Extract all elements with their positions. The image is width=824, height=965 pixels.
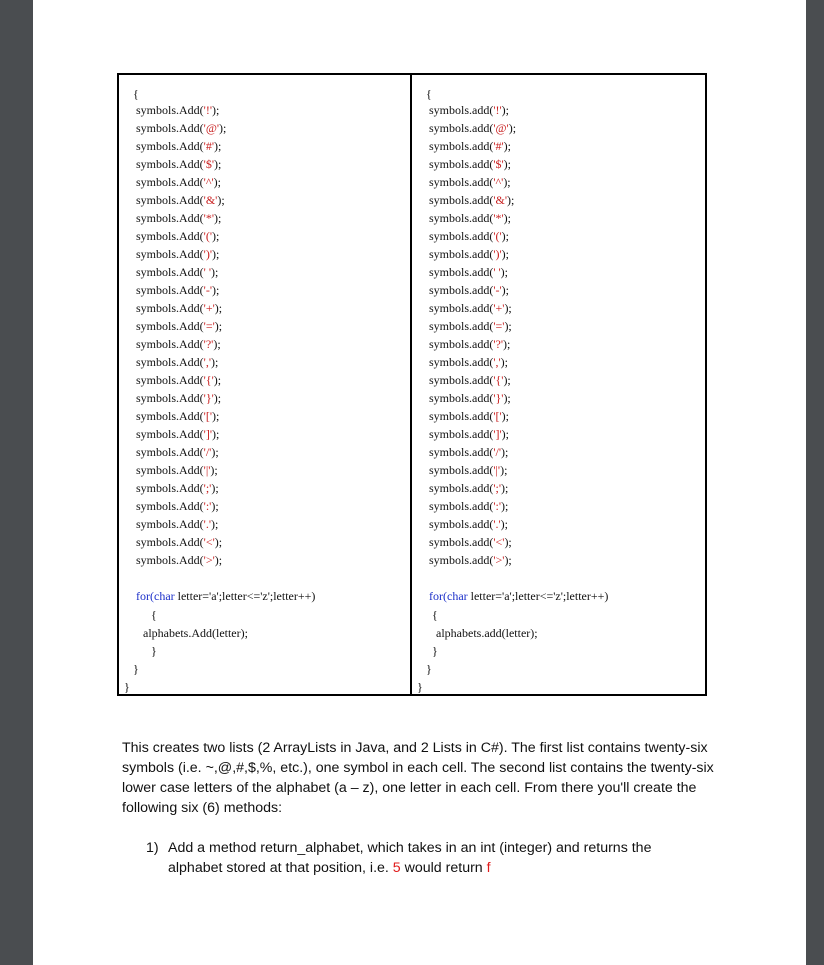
- symbol-line: symbols.Add(']');: [136, 427, 220, 441]
- symbol-line: symbols.add('*');: [429, 211, 512, 225]
- symbol-line: symbols.add('}');: [429, 391, 511, 405]
- for-loop-line: [136, 589, 315, 603]
- symbol-line: symbols.Add('{');: [136, 373, 222, 387]
- for-condition: letter='a';letter<='z';letter++): [467, 589, 609, 603]
- list-number: 1): [146, 840, 159, 856]
- symbol-line: symbols.Add('&');: [136, 193, 225, 207]
- loop-open-brace: {: [151, 608, 157, 622]
- symbol-line: symbols.add('?');: [429, 337, 511, 351]
- list-text-middle: would return: [400, 860, 487, 876]
- outer-close-brace: }: [417, 680, 423, 694]
- loop-open-brace: {: [432, 608, 438, 622]
- symbol-line: symbols.add(':');: [429, 499, 509, 513]
- symbol-line: symbols.add('#');: [429, 139, 512, 153]
- java-code-column: [412, 75, 705, 694]
- symbol-line: symbols.Add('?');: [136, 337, 221, 351]
- open-brace: {: [426, 87, 432, 101]
- loop-body: alphabets.Add(letter);: [143, 626, 248, 640]
- symbol-line: symbols.Add('[');: [136, 409, 220, 423]
- symbol-line: symbols.add('-');: [429, 283, 510, 297]
- for-loop-line: [429, 589, 608, 603]
- symbol-line: symbols.Add(';');: [136, 481, 219, 495]
- symbol-lines: [136, 101, 226, 569]
- symbol-lines: [429, 101, 516, 569]
- loop-body: alphabets.add(letter);: [436, 626, 538, 640]
- symbol-line: symbols.Add('!');: [136, 103, 220, 117]
- symbol-line: symbols.add('>');: [429, 553, 512, 567]
- symbol-line: symbols.add(']');: [429, 427, 510, 441]
- list-text: [168, 838, 708, 878]
- loop-close-brace: }: [432, 644, 438, 658]
- symbol-line: symbols.add('(');: [429, 229, 510, 243]
- symbol-line: symbols.Add('+');: [136, 301, 223, 315]
- open-brace: {: [133, 87, 139, 101]
- symbol-line: symbols.add('^');: [429, 175, 511, 189]
- document-page: [33, 0, 806, 965]
- symbol-line: symbols.Add('^');: [136, 175, 221, 189]
- list-text-start: Add a method return_alphabet, which takes in an int (integer) and returns the alphabet stored at that position, i.e.: [168, 840, 652, 876]
- for-keyword: for(char: [136, 589, 175, 603]
- example-input: 5: [392, 860, 401, 876]
- symbol-line: symbols.Add('<');: [136, 535, 223, 549]
- loop-close-brace: }: [151, 644, 157, 658]
- for-keyword: for(char: [429, 589, 468, 603]
- symbol-line: symbols.add('=');: [429, 319, 512, 333]
- symbol-line: symbols.Add('}');: [136, 391, 222, 405]
- symbol-line: symbols.add('/');: [429, 445, 509, 459]
- symbol-line: symbols.add('.');: [429, 517, 509, 531]
- symbol-line: symbols.add(',');: [429, 355, 509, 369]
- symbol-line: symbols.add('{');: [429, 373, 511, 387]
- symbol-line: symbols.add('[');: [429, 409, 510, 423]
- symbol-line: symbols.add(' ');: [429, 265, 509, 279]
- symbol-line: symbols.add('&');: [429, 193, 515, 207]
- symbol-line: symbols.add('|');: [429, 463, 508, 477]
- symbol-line: symbols.Add('=');: [136, 319, 223, 333]
- symbol-line: symbols.Add(',');: [136, 355, 219, 369]
- symbol-line: symbols.Add(')');: [136, 247, 220, 261]
- symbol-line: symbols.Add('.');: [136, 517, 219, 531]
- symbol-line: symbols.Add('|');: [136, 463, 218, 477]
- symbol-line: symbols.Add('>');: [136, 553, 223, 567]
- symbol-line: symbols.Add('$');: [136, 157, 222, 171]
- description-paragraph: This creates two lists (2 ArrayLists in Java, and 2 Lists in C#). The first list contains twenty-six symbols (i.e. ~,@,#,$,%, etc.), one symbol in each cell. The second list contains the twenty-six lower case letters of the alphabet (a – z), one letter in each cell. From there you'll create the following six (6) methods:: [122, 740, 714, 816]
- symbol-line: symbols.Add('(');: [136, 229, 220, 243]
- for-condition: letter='a';letter<='z';letter++): [174, 589, 316, 603]
- symbol-line: symbols.Add('/');: [136, 445, 219, 459]
- symbol-line: symbols.add('@');: [429, 121, 517, 135]
- symbol-line: symbols.Add('-');: [136, 283, 220, 297]
- symbol-line: symbols.Add(' ');: [136, 265, 219, 279]
- symbol-line: symbols.Add('#');: [136, 139, 222, 153]
- symbol-line: symbols.add('<');: [429, 535, 512, 549]
- symbol-line: symbols.Add(':');: [136, 499, 219, 513]
- symbol-line: symbols.add(';');: [429, 481, 509, 495]
- example-output: f: [486, 860, 491, 876]
- close-brace: }: [426, 662, 432, 676]
- symbol-line: symbols.Add('@');: [136, 121, 227, 135]
- symbol-line: symbols.add('$');: [429, 157, 512, 171]
- csharp-code-column: [119, 75, 412, 694]
- symbol-line: symbols.add(')');: [429, 247, 510, 261]
- symbol-line: symbols.add('!');: [429, 103, 510, 117]
- symbol-line: symbols.add('+');: [429, 301, 512, 315]
- close-brace: }: [133, 662, 139, 676]
- code-comparison-table: [117, 73, 707, 696]
- symbol-line: symbols.Add('*');: [136, 211, 222, 225]
- outer-close-brace: }: [124, 680, 130, 694]
